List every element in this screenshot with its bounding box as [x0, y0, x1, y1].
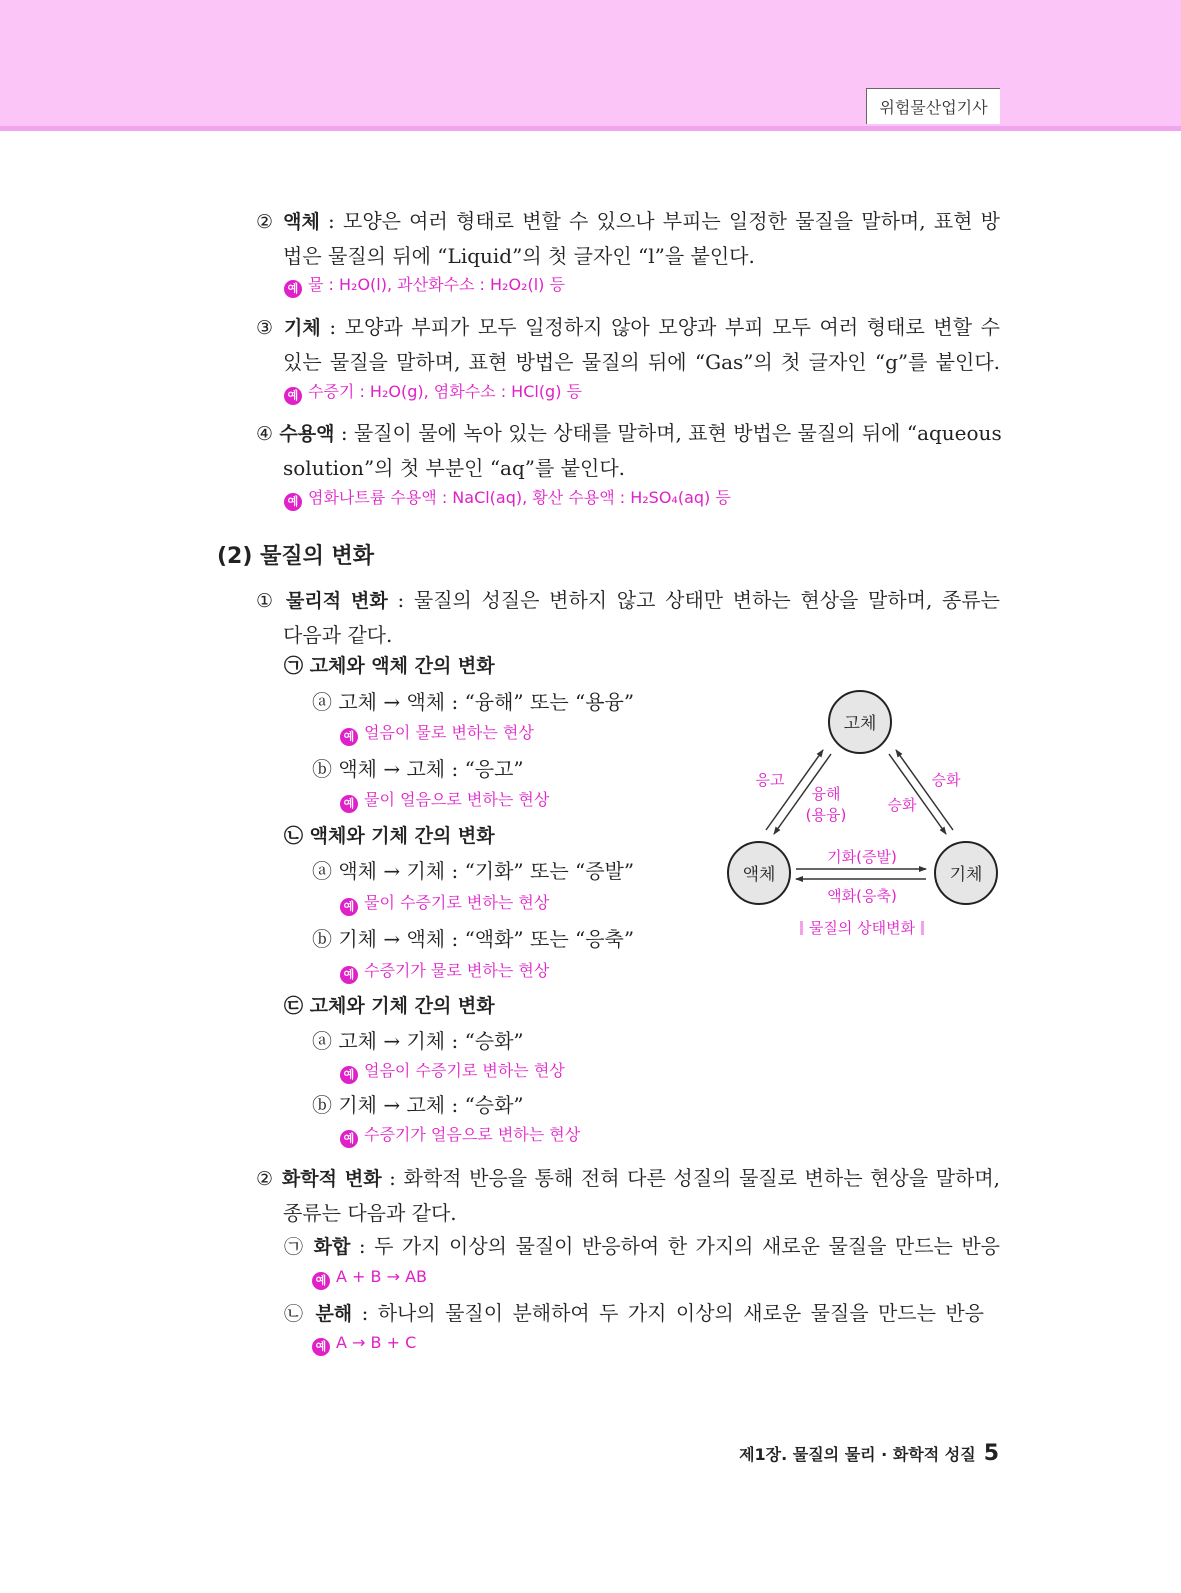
term-chemical-change: 화학적 변화	[281, 1168, 382, 1190]
example-badge-icon: 예	[340, 966, 358, 984]
example-text: 수증기 : H₂O(g), 염화수소 : HCl(g) 등	[308, 382, 582, 401]
node-gas-label: 기체	[949, 865, 983, 885]
example-text: 물이 수증기로 변하는 현상	[364, 893, 550, 912]
example-text: 수증기가 얼음으로 변하는 현상	[364, 1125, 581, 1144]
example-aqueous	[284, 487, 731, 511]
chemical-desc-line2: 종류는 다음과 같다.	[283, 1201, 457, 1225]
aqueous-desc-line1: 물질이 물에 녹아 있는 상태를 말하며, 표현 방법은 물질의 뒤에 “aqueous	[353, 421, 1002, 445]
item-number: ①	[256, 590, 277, 612]
node-solid	[829, 691, 891, 753]
label-sublimation-in: 승화	[887, 796, 917, 814]
decomposition-desc: 하나의 물질이 분해하여 두 가지 이상의 새로운 물질을 만드는 반응	[377, 1301, 984, 1325]
example-badge-icon: 예	[284, 280, 302, 298]
label-vaporization: 기화(증발)	[827, 848, 897, 866]
term-aqueous: 수용액	[279, 423, 335, 445]
state-gas: ③ 기체 : 모양과 부피가 모두 일정하지 않아 모양과 부피 모두 여러 형태로 변할 수 있는 물질을 말하며, 표현 방법은 물질의 뒤에 “Gas”의 첫 글자인 “g”를 붙인다.	[256, 310, 1000, 379]
caption-bar-left	[800, 921, 803, 935]
example-melting	[340, 722, 534, 746]
combination-desc: 두 가지 이상의 물질이 반응하여 한 가지의 새로운 물질을 만드는 반응	[374, 1234, 1000, 1258]
example-text: 물 : H₂O(l), 과산화수소 : H₂O₂(l) 등	[308, 275, 565, 294]
term-decomposition: 분해	[315, 1303, 353, 1325]
change-freezing: ⓑ 액체 → 고체 : “응고”	[312, 757, 524, 781]
example-text: 얼음이 수증기로 변하는 현상	[364, 1061, 565, 1080]
chapter-title: 제1장. 물질의 물리 · 화학적 성질	[739, 1445, 976, 1464]
example-liquefaction	[340, 960, 549, 984]
change-sublimation-2: ⓑ 기체 → 고체 : “승화”	[312, 1093, 524, 1117]
gas-desc-line2: 있는 물질을 말하며, 표현 방법은 물질의 뒤에 “Gas”의 첫 글자인 “g”를 붙인다.	[283, 350, 1000, 374]
section-heading: (2) 물질의 변화	[217, 544, 374, 569]
example-text: A + B → AB	[336, 1267, 427, 1286]
group-liquid-gas: ㉡ 액체와 기체 간의 변화	[284, 825, 495, 847]
arrow-sublimation-in	[896, 750, 953, 830]
arrow-sublimation-out	[889, 754, 946, 834]
page-number: 5	[983, 1441, 999, 1466]
example-text: 물이 얼음으로 변하는 현상	[364, 790, 550, 809]
label-freezing: 응고	[755, 771, 785, 789]
item-number: ②	[256, 211, 275, 233]
chemical-combination: ㉠ 화합 : 두 가지 이상의 물질이 반응하여 한 가지의 새로운 물질을 만드는 반응	[284, 1234, 1000, 1258]
item-number: ④	[256, 423, 274, 445]
chemical-decomposition: ㉡ 분해 : 하나의 물질이 분해하여 두 가지 이상의 새로운 물질을 만드는 반응	[284, 1301, 984, 1325]
item-number: ③	[256, 317, 276, 339]
header-divider	[0, 126, 1181, 131]
page-header-band	[0, 0, 1181, 130]
label-melting: 융해	[811, 785, 841, 803]
node-liquid-label: 액체	[742, 865, 776, 885]
page-footer	[739, 1441, 999, 1466]
liquid-desc-line1: 모양은 여러 형태로 변할 수 있으나 부피는 일정한 물질을 말하며, 표현 방	[343, 209, 1000, 233]
chemical-desc-line1: 화학적 반응을 통해 전혀 다른 성질의 물질로 변하는 현상을 말하며,	[403, 1166, 1001, 1190]
term-combination: 화합	[313, 1236, 351, 1258]
change-vaporization: ⓐ 액체 → 기체 : “기화” 또는 “증발”	[312, 859, 635, 883]
group-solid-liquid: ㉠ 고체와 액체 간의 변화	[284, 655, 495, 677]
node-gas	[935, 842, 997, 904]
example-combination	[312, 1266, 427, 1290]
example-sublimation-2	[340, 1124, 580, 1148]
state-change-diagram	[720, 684, 1010, 944]
label-sublimation-out: 승화	[931, 771, 961, 789]
example-badge-icon: 예	[340, 1130, 358, 1148]
example-vaporization	[340, 892, 549, 916]
term-physical-change: 물리적 변화	[286, 590, 388, 612]
diagram-caption: 물질의 상태변화	[808, 919, 916, 937]
example-badge-icon: 예	[340, 728, 358, 746]
state-aqueous: ④ 수용액 : 물질이 물에 녹아 있는 상태를 말하며, 표현 방법은 물질의 뒤에 “aqueous solution”의 첫 부분인 “aq”를 붙인다.	[256, 416, 1000, 485]
example-badge-icon: 예	[340, 795, 358, 813]
physical-desc-line1: 물질의 성질은 변하지 않고 상태만 변하는 현상을 말하며, 종류는	[413, 588, 1000, 612]
change-sublimation-1: ⓐ 고체 → 기체 : “승화”	[312, 1029, 524, 1053]
book-title-badge	[866, 88, 1000, 124]
example-text: A → B + C	[336, 1333, 417, 1352]
example-badge-icon: 예	[340, 1066, 358, 1084]
example-text: 얼음이 물로 변하는 현상	[364, 723, 534, 742]
item-number: ②	[256, 1168, 275, 1190]
item-number: ㉡	[284, 1303, 307, 1325]
liquid-desc-line2: 법은 물질의 뒤에 “Liquid”의 첫 글자인 “l”을 붙인다.	[283, 244, 755, 268]
gas-desc-line1: 모양과 부피가 모두 일정하지 않아 모양과 부피 모두 여러 형태로 변할 수	[344, 315, 1000, 339]
example-badge-icon: 예	[284, 387, 302, 405]
example-badge-icon: 예	[284, 493, 302, 511]
label-liquefaction: 액화(응축)	[827, 887, 897, 905]
change-liquefaction: ⓑ 기체 → 액체 : “액화” 또는 “응축”	[312, 927, 635, 951]
item-number: ㉠	[284, 1236, 306, 1258]
change-melting: ⓐ 고체 → 액체 : “융해” 또는 “용융”	[312, 690, 635, 714]
example-decomposition	[312, 1332, 416, 1356]
example-liquid	[284, 274, 565, 298]
physical-change: ① 물리적 변화 : 물질의 성질은 변하지 않고 상태만 변하는 현상을 말하며, 종류는 다음과 같다.	[256, 583, 1000, 652]
label-melting-alt: (용융)	[805, 806, 847, 824]
example-gas	[284, 381, 582, 405]
term-liquid: 액체	[283, 211, 320, 233]
example-badge-icon: 예	[312, 1338, 330, 1356]
state-liquid: ② 액체 : 모양은 여러 형태로 변할 수 있으나 부피는 일정한 물질을 말하며, 표현 방 법은 물질의 뒤에 “Liquid”의 첫 글자인 “l”을 붙인다.	[256, 204, 1000, 273]
group-solid-gas: ㉢ 고체와 기체 간의 변화	[284, 995, 495, 1017]
physical-desc-line2: 다음과 같다.	[283, 623, 393, 647]
example-badge-icon: 예	[340, 898, 358, 916]
caption-bar-right	[921, 921, 924, 935]
chemical-change: ② 화학적 변화 : 화학적 반응을 통해 전혀 다른 성질의 물질로 변하는 현상을 말하며, 종류는 다음과 같다.	[256, 1161, 1000, 1230]
node-liquid	[728, 842, 790, 904]
example-sublimation-1	[340, 1060, 565, 1084]
example-text: 염화나트륨 수용액 : NaCl(aq), 황산 수용액 : H₂SO₄(aq) 등	[308, 488, 731, 507]
aqueous-desc-line2: solution”의 첫 부분인 “aq”를 붙인다.	[283, 456, 626, 480]
example-badge-icon: 예	[312, 1272, 330, 1290]
term-gas: 기체	[283, 317, 321, 339]
book-title: 위험물산업기사	[879, 98, 988, 117]
node-solid-label: 고체	[843, 714, 877, 734]
example-freezing	[340, 789, 549, 813]
example-text: 수증기가 물로 변하는 현상	[364, 961, 550, 980]
